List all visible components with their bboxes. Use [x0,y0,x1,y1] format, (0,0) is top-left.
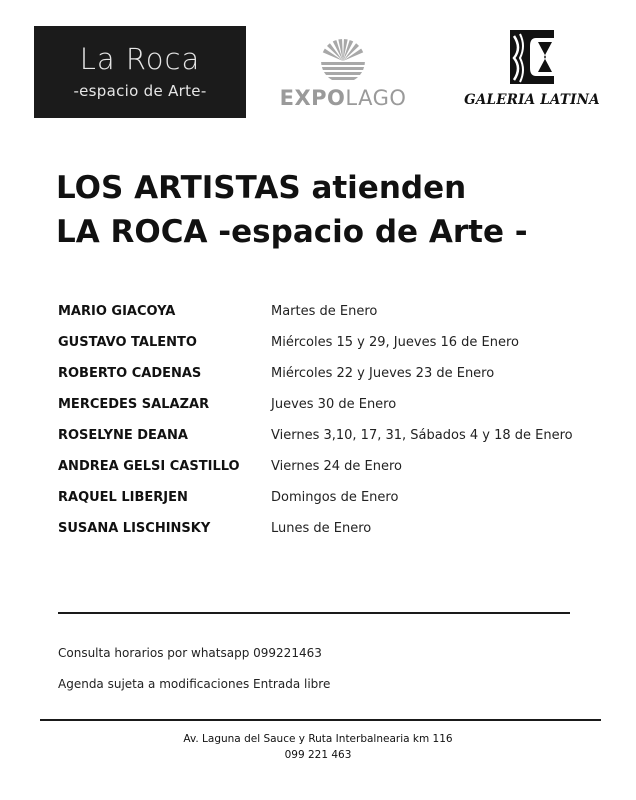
artist-days: Jueves 30 de Enero [271,397,397,412]
galeria-latina-emblem-icon [508,28,556,86]
artist-days: Viernes 24 de Enero [271,459,402,474]
artist-days: Miércoles 22 y Jueves 23 de Enero [271,366,495,381]
artist-days: Martes de Enero [271,304,378,319]
artist-name: MARIO GIACOYA [58,304,176,319]
artist-days: Viernes 3,10, 17, 31, Sábados 4 y 18 de Enero [271,428,573,443]
footer-phone: 099 221 463 [284,749,352,761]
artist-days: Miércoles 15 y 29, Jueves 16 de Enero [271,335,519,350]
divider [58,612,570,614]
artist-name: ANDREA GELSI CASTILLO [58,459,240,474]
artist-name: GUSTAVO TALENTO [58,335,197,350]
headline-line-1: LOS ARTISTAS atienden [56,170,467,206]
footer-address: Av. Laguna del Sauce y Ruta Interbalnearia km 116 [183,733,453,745]
footer-divider [40,719,601,721]
schedule-row [58,485,618,516]
schedule-row [58,516,618,547]
expolago-sun-icon [318,36,368,86]
artist-name: SUSANA LISCHINSKY [58,521,211,536]
schedule-row [58,392,618,423]
artist-days: Domingos de Enero [271,490,399,505]
galeria-latina-wordmark: GALERIA LATINA [464,92,600,108]
artist-name: ROBERTO CADENAS [58,366,202,381]
la-roca-logo-subtitle: -espacio de Arte- [73,82,207,100]
agenda-note: Agenda sujeta a modificaciones Entrada libre [58,677,331,691]
artist-name: RAQUEL LIBERJEN [58,490,188,505]
artist-days: Lunes de Enero [271,521,372,536]
headline-line-2: LA ROCA -espacio de Arte - [56,214,528,250]
headline [56,166,616,254]
expolago-wordmark [272,86,414,110]
expolago-wordmark-light: LAGO [345,86,407,110]
schedule-row [58,330,618,361]
la-roca-logo [34,26,246,118]
artist-schedule-list [58,299,618,547]
artist-name: ROSELYNE DEANA [58,428,188,443]
schedule-row [58,299,618,330]
artist-name: MERCEDES SALAZAR [58,397,210,412]
schedule-row [58,361,618,392]
whatsapp-note: Consulta horarios por whatsapp 099221463 [58,646,322,660]
expolago-wordmark-bold: EXPO [279,86,346,110]
schedule-row [58,454,618,485]
la-roca-logo-title: La Roca [79,42,201,76]
schedule-row [58,423,618,454]
